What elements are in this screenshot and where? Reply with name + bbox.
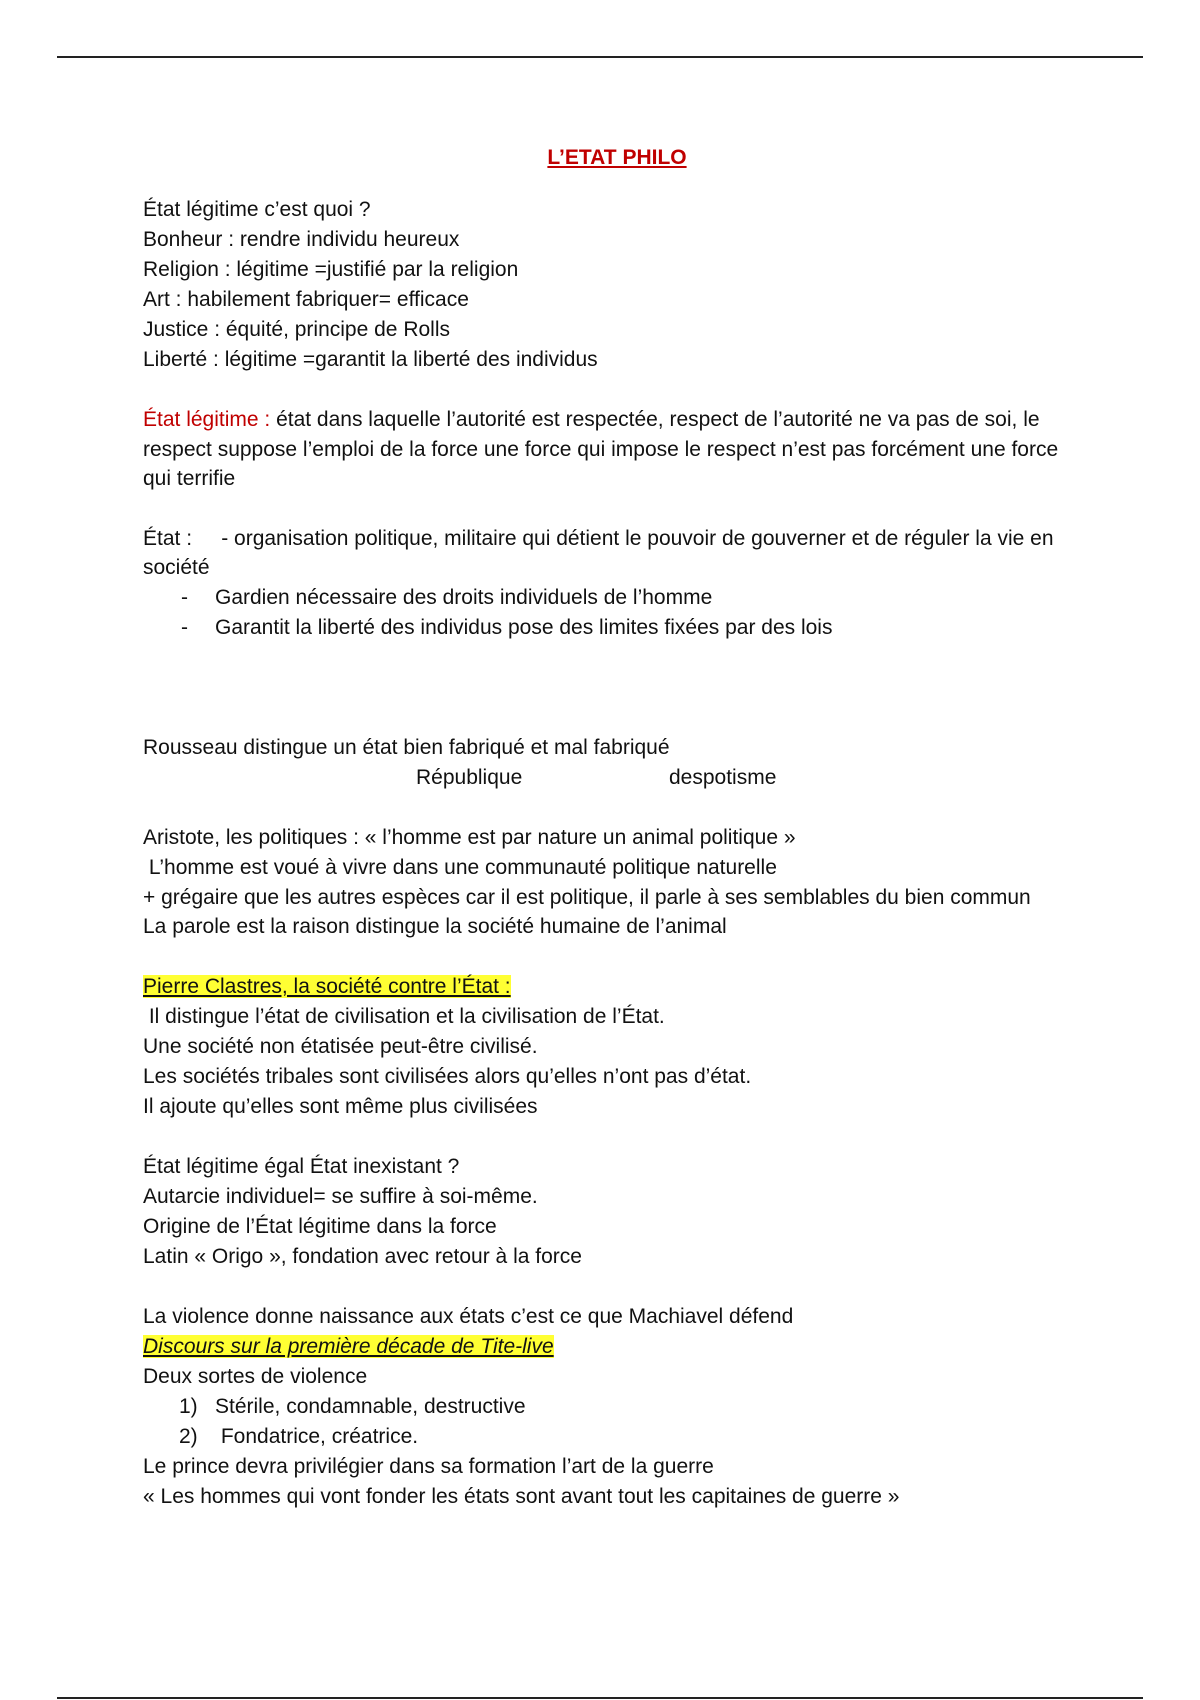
document-body: [143, 143, 1073, 1512]
item-number: 2): [179, 1425, 198, 1448]
definition-term: État légitime :: [143, 408, 271, 431]
intro-line: Bonheur : rendre individu heureux: [143, 228, 460, 251]
item-text: Fondatrice, créatrice.: [215, 1425, 419, 1448]
bottom-rule: [57, 1697, 1143, 1699]
etat-bullet: [143, 613, 1073, 643]
intro-line: Liberté : légitime =garantit la liberté des individus: [143, 348, 598, 371]
etat-bullet: [143, 583, 1073, 613]
rousseau-col-despotisme: despotisme: [669, 765, 777, 789]
violence-item: [143, 1422, 1073, 1452]
inexistant-line: Autarcie individuel= se suffire à soi-même.: [143, 1185, 538, 1208]
bullet-text: Gardien nécessaire des droits individuels de l’homme: [215, 585, 713, 609]
intro-section: [143, 195, 1073, 375]
etat-lead: État : - organisation politique, militaire qui détient le pouvoir de gouverner et de réguler la vie en société: [143, 526, 1060, 579]
intro-line: État légitime c’est quoi ?: [143, 198, 371, 221]
bullet-marker: -: [181, 585, 188, 609]
definition-text: état dans laquelle l’autorité est respectée, respect de l’autorité ne va pas de soi, le respect suppose l’emploi de la force une force qui impose le respect n’est pas forcément une force qui terrifie: [143, 408, 1059, 490]
rousseau-col-republique: République: [416, 765, 523, 789]
intro-line: Religion : légitime =justifié par la religion: [143, 258, 519, 281]
violence-item: [143, 1392, 1073, 1422]
machiavel-book-title: Discours sur la première décade de Tite-live: [143, 1335, 554, 1358]
bullet-text: Garantit la liberté des individus pose des limites fixées par des lois: [215, 615, 833, 639]
rousseau-columns: [143, 763, 1073, 793]
capitaines-quote: « Les hommes qui vont fonder les états sont avant tout les capitaines de guerre »: [143, 1485, 900, 1508]
machiavel-section: [143, 1302, 1073, 1512]
item-number: 1): [179, 1395, 198, 1418]
bullet-marker: -: [181, 615, 188, 639]
aristote-line: L’homme est voué à vivre dans une communauté politique naturelle: [143, 855, 777, 879]
etat-section: [143, 524, 1073, 643]
intro-line: Justice : équité, principe de Rolls: [143, 318, 450, 341]
clastres-line: Une société non étatisée peut-être civilisé.: [143, 1035, 538, 1058]
clastres-heading: Pierre Clastres, la société contre l’État :: [143, 975, 511, 998]
intro-line: Art : habilement fabriquer= efficace: [143, 288, 469, 311]
inexistant-line: État légitime égal État inexistant ?: [143, 1155, 460, 1178]
clastres-section: [143, 972, 1073, 1122]
machiavel-line: La violence donne naissance aux états c’est ce que Machiavel défend: [143, 1305, 794, 1328]
aristote-line: Aristote, les politiques : « l’homme est par nature un animal politique »: [143, 825, 796, 849]
inexistant-line: Latin « Origo », fondation avec retour à la force: [143, 1245, 582, 1268]
prince-line: Le prince devra privilégier dans sa formation l’art de la guerre: [143, 1455, 714, 1478]
rousseau-section: [143, 733, 1073, 793]
clastres-line: Les sociétés tribales sont civilisées alors qu’elles n’ont pas d’état.: [143, 1065, 752, 1088]
inexistant-line: Origine de l’État légitime dans la force: [143, 1215, 497, 1238]
rousseau-line: Rousseau distingue un état bien fabriqué et mal fabriqué: [143, 735, 670, 759]
document-title: L’ETAT PHILO: [547, 146, 687, 169]
clastres-line: Il ajoute qu’elles sont même plus civilisées: [143, 1095, 538, 1118]
definition-paragraph: [143, 405, 1073, 494]
inexistant-section: [143, 1152, 1073, 1272]
aristote-line: + grégaire que les autres espèces car il est politique, il parle à ses semblables du bien commun: [143, 885, 1031, 909]
clastres-line: Il distingue l’état de civilisation et la civilisation de l’État.: [143, 1005, 665, 1028]
violence-kinds: Deux sortes de violence: [143, 1365, 368, 1388]
top-rule: [57, 56, 1143, 58]
aristote-line: La parole est la raison distingue la société humaine de l’animal: [143, 915, 727, 938]
aristote-section: [143, 823, 1073, 943]
item-text: Stérile, condamnable, destructive: [215, 1395, 526, 1418]
